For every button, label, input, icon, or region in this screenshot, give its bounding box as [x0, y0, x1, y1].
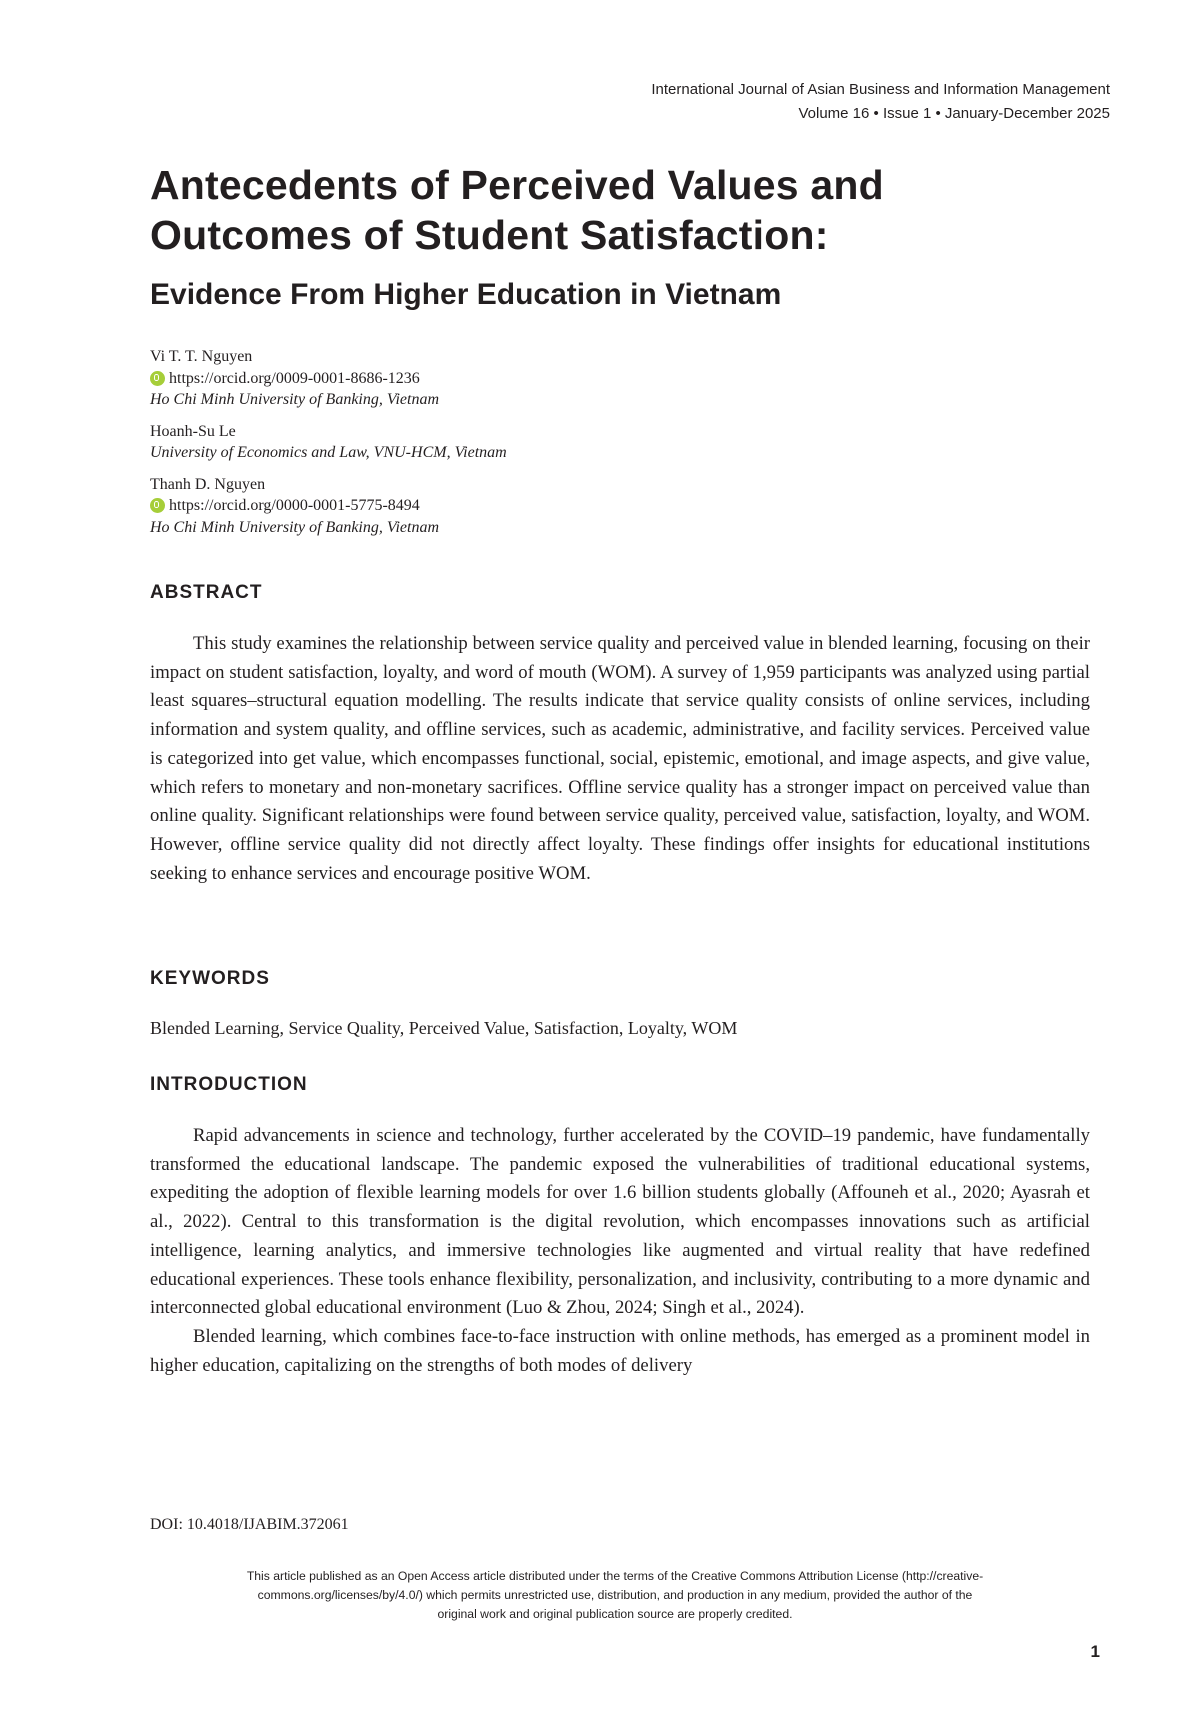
abstract-body	[150, 630, 1090, 888]
author-affiliation: Ho Chi Minh University of Banking, Vietnam	[150, 518, 439, 536]
introduction-body	[150, 1122, 1090, 1380]
journal-issue: Volume 16 • Issue 1 • January-December 2025	[798, 105, 1110, 122]
intro-paragraph: Rapid advancements in science and technology, further accelerated by the COVID–19 pandemic, have fundamentally transformed the educational landscape. The pandemic exposed the vulnerabilities of traditional educational systems, expediting the adoption of flexible learning models for over 1.6 billion students globally (Affouneh et al., 2020; Ayasrah et al., 2022). Central to this transformation is the digital revolution, which encompasses innovations such as artificial intelligence, learning analytics, and immersive technologies like augmented and virtual reality that have redefined educational experiences. These tools enhance flexibility, personalization, and inclusivity, contributing to a more dynamic and interconnected global educational environment (Luo & Zhou, 2024; Singh et al., 2024).	[150, 1125, 1090, 1319]
license-notice	[140, 1567, 1090, 1624]
author-entry	[150, 474, 1050, 539]
author-affiliation: University of Economics and Law, VNU-HCM, Vietnam	[150, 444, 507, 461]
keywords-heading: KEYWORDS	[150, 968, 270, 989]
orcid-url[interactable]: https://orcid.org/0000-0001-5775-8494	[169, 497, 420, 514]
article-title	[150, 160, 1100, 260]
journal-name: International Journal of Asian Business and Information Management	[651, 81, 1110, 98]
orcid-icon	[150, 371, 165, 386]
orcid-link[interactable]	[150, 368, 1050, 390]
abstract-heading: ABSTRACT	[150, 582, 263, 603]
author-name: Hoanh-Su Le	[150, 422, 236, 440]
abstract-paragraph: This study examines the relationship between service quality and perceived value in blended learning, focusing on their impact on student satisfaction, loyalty, and word of mouth (WOM). A survey of 1,959 participants was analyzed using partial least squares–structural equation modelling. The results indicate that service quality consists of online services, including information and system quality, and offline services, such as academic, administrative, and facility services. Perceived value is categorized into get value, which encompasses functional, social, epistemic, emotional, and image aspects, and give value, which refers to monetary and non-monetary sacrifices. Offline service quality has a stronger impact on perceived value than online quality. Significant relationships were found between service quality, perceived value, satisfaction, loyalty, and WOM. However, offline service quality did not directly affect loyalty. These findings offer insights for educational institutions seeking to enhance services and encourage positive WOM.	[150, 633, 1090, 884]
title-line-2: Outcomes of Student Satisfaction:	[150, 212, 829, 258]
author-entry	[150, 346, 1050, 411]
article-subtitle: Evidence From Higher Education in Vietnam	[150, 278, 782, 311]
journal-header	[651, 78, 1110, 126]
license-line: original work and original publication source are properly credited.	[437, 1607, 793, 1621]
author-entry	[150, 421, 1050, 464]
orcid-url[interactable]: https://orcid.org/0009-0001-8686-1236	[169, 369, 420, 387]
title-line-1: Antecedents of Perceived Values and	[150, 162, 884, 208]
author-list	[150, 346, 1050, 548]
author-name: Thanh D. Nguyen	[150, 475, 266, 493]
orcid-icon	[150, 498, 165, 513]
orcid-link[interactable]	[150, 495, 1050, 517]
author-affiliation: Ho Chi Minh University of Banking, Vietnam	[150, 391, 439, 408]
introduction-heading: INTRODUCTION	[150, 1074, 308, 1095]
license-line: This article published as an Open Access article distributed under the terms of the Creative Commons Attribution License (http://creative-	[246, 1569, 984, 1583]
author-name: Vi T. T. Nguyen	[150, 348, 253, 365]
intro-paragraph: Blended learning, which combines face-to-face instruction with online methods, has emerged as a prominent model in higher education, capitalizing on the strengths of both modes of delivery	[150, 1325, 1090, 1376]
license-line: commons.org/licenses/by/4.0/) which permits unrestricted use, distribution, and production in any medium, provided the author of the	[257, 1588, 973, 1602]
page-number: 1	[1090, 1642, 1100, 1661]
keywords-list: Blended Learning, Service Quality, Perceived Value, Satisfaction, Loyalty, WOM	[150, 1018, 738, 1038]
doi-text: DOI: 10.4018/IJABIM.372061	[150, 1516, 349, 1533]
